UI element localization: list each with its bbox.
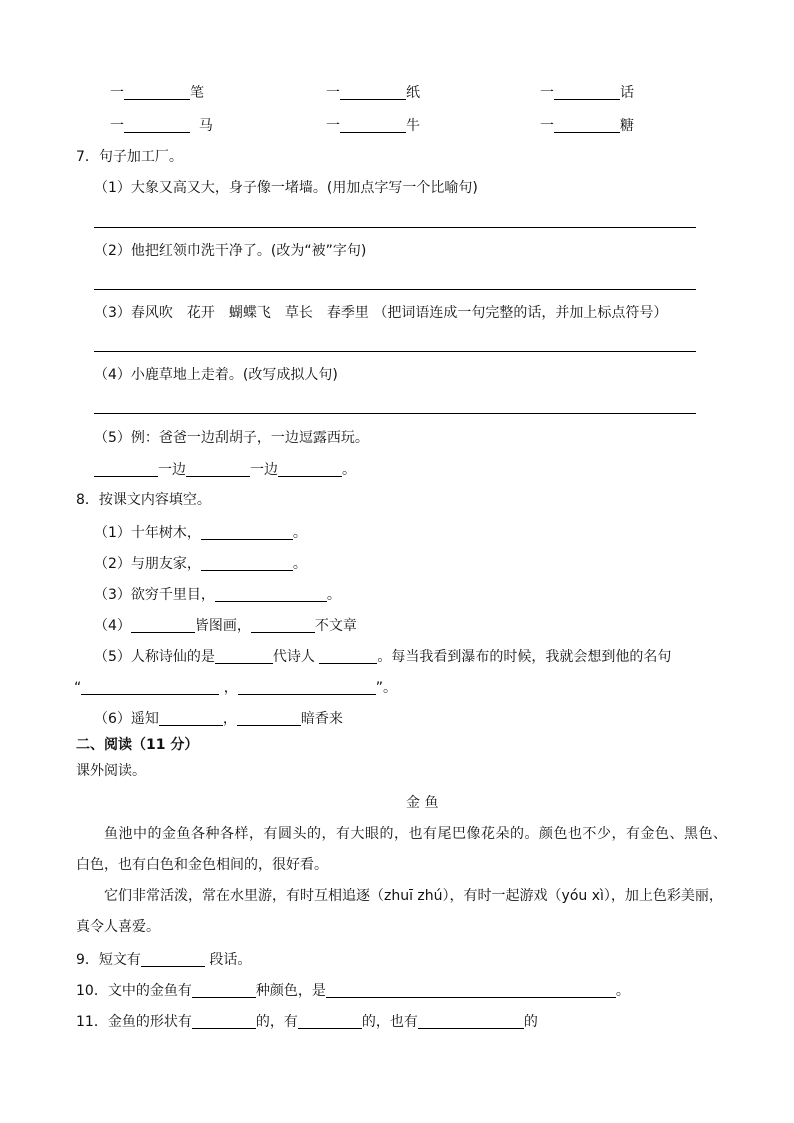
fill-text: ， [222,711,237,727]
answer-blank[interactable] [124,85,190,100]
article-paragraph-2-cont: 真令人喜爱。 [76,919,160,935]
match-prefix: 一 [326,118,340,134]
answer-blank[interactable] [278,462,342,477]
answer-blank[interactable] [326,983,616,998]
question-9 [76,952,251,967]
match-suffix: 糖 [620,118,634,134]
match-row-2 [540,118,634,133]
q7-item-3: （3）春风吹 花开 蝴蝶飞 草长 春季里 （把词语连成一句完整的话，并加上标点符号） [94,305,668,321]
fill-text: 。 [292,525,307,541]
q8-item-4 [94,618,357,633]
fill-text: 暗香来 [300,711,343,727]
match-row-1 [110,85,204,100]
fill-text: 种颜色，是 [255,983,326,999]
question-10 [76,983,630,998]
answer-blank[interactable] [215,649,273,664]
article-title: 金 鱼 [406,795,439,811]
q8-item-1 [94,525,307,540]
q8-item-5-quote [74,680,397,695]
fill-text: 。 [342,462,356,478]
fill-text: 一边 [158,462,186,478]
article-paragraph-1-cont: 白色，也有白色和金色相间的，很好看。 [76,857,328,873]
match-row-1 [540,85,634,100]
answer-line[interactable] [94,413,696,414]
answer-blank[interactable] [340,118,406,133]
match-row-1 [326,85,420,100]
match-row-2 [326,118,420,133]
q8-item-6 [94,711,343,726]
q7-item-5-fill [94,462,356,477]
answer-blank[interactable] [298,1014,362,1029]
q8-item-2 [94,556,307,571]
q7-item-4: （4）小鹿草地上走着。(改写成拟人句) [94,367,338,383]
match-suffix: 牛 [406,118,420,134]
fill-text: 不文章 [314,618,357,634]
answer-blank[interactable] [131,618,195,633]
section-heading: 二、阅读（11 分） [76,737,199,753]
match-row-2 [110,118,213,133]
fill-text: 10．文中的金鱼有 [76,983,192,999]
fill-text: 11．金鱼的形状有 [76,1014,192,1030]
answer-blank[interactable] [201,556,293,571]
fill-text: （3）欲穷千里目， [94,587,215,603]
answer-blank[interactable] [159,711,223,726]
q7-item-2: （2）他把红领巾洗干净了。(改为“被”字句) [94,243,367,259]
match-prefix: 一 [540,118,554,134]
fill-text: 。每当我看到瀑布的时候，我就会想到他的名句 [377,649,672,665]
q7-item-1: （1）大象又高又大，身子像一堵墙。(用加点字写一个比喻句) [94,180,478,196]
fill-text: 的 [523,1014,538,1030]
answer-blank[interactable] [554,118,620,133]
answer-blank[interactable] [141,952,205,967]
q7-item-5: （5）例：爸爸一边刮胡子，一边逗露西玩。 [94,430,369,446]
article-paragraph-1: 鱼池中的金鱼各种各样，有圆头的，有大眼的，也有尾巴像花朵的。颜色也不少，有金色、黑色、 [104,826,728,842]
match-prefix: 一 [110,118,124,134]
answer-line[interactable] [94,351,696,352]
answer-blank[interactable] [237,711,301,726]
answer-line[interactable] [94,227,696,228]
question-8-title: 8．按课文内容填空。 [76,492,211,508]
answer-blank[interactable] [124,118,190,133]
fill-text: ”。 [375,680,397,696]
q8-item-3 [94,587,341,602]
match-suffix: 笔 [190,85,204,101]
fill-text: 代诗人 [272,649,315,665]
match-prefix: 一 [540,85,554,101]
answer-blank[interactable] [251,618,315,633]
answer-blank[interactable] [238,680,376,695]
match-prefix: 一 [326,85,340,101]
fill-text: ， [223,680,238,696]
answer-blank[interactable] [192,983,256,998]
answer-blank[interactable] [554,85,620,100]
fill-text: 段话。 [209,952,252,968]
fill-text: （5）人称诗仙的是 [94,649,215,665]
fill-text: 的，也有 [361,1014,418,1030]
section-subheading: 课外阅读。 [76,763,146,779]
fill-text: （1）十年树木， [94,525,201,541]
fill-text: 。 [615,983,630,999]
match-suffix: 纸 [406,85,420,101]
answer-blank[interactable] [81,680,219,695]
fill-text: 一边 [250,462,278,478]
fill-text: 。 [326,587,341,603]
fill-text: 的，有 [255,1014,298,1030]
fill-text: 皆图画， [194,618,251,634]
article-paragraph-2: 它们非常活泼，常在水里游，有时互相追逐（zhuī zhú），有时一起游戏（yóu xì），加上色彩美丽， [104,888,723,904]
q8-item-5 [94,649,671,664]
answer-blank[interactable] [418,1014,524,1029]
match-suffix: 话 [620,85,634,101]
fill-text: （4） [94,618,131,634]
fill-text: 9．短文有 [76,952,141,968]
match-prefix: 一 [110,85,124,101]
question-11 [76,1014,538,1029]
question-7-title: 7．句子加工厂。 [76,149,183,165]
answer-line[interactable] [94,289,696,290]
fill-text: （6）遥知 [94,711,159,727]
answer-blank[interactable] [215,587,327,602]
answer-blank[interactable] [94,462,158,477]
fill-text: （2）与朋友家， [94,556,201,572]
answer-blank[interactable] [201,525,293,540]
answer-blank[interactable] [186,462,250,477]
match-suffix: 马 [198,118,213,134]
answer-blank[interactable] [340,85,406,100]
answer-blank[interactable] [192,1014,256,1029]
fill-text: 。 [292,556,307,572]
answer-blank[interactable] [319,649,377,664]
fill-text: “ [74,680,82,696]
